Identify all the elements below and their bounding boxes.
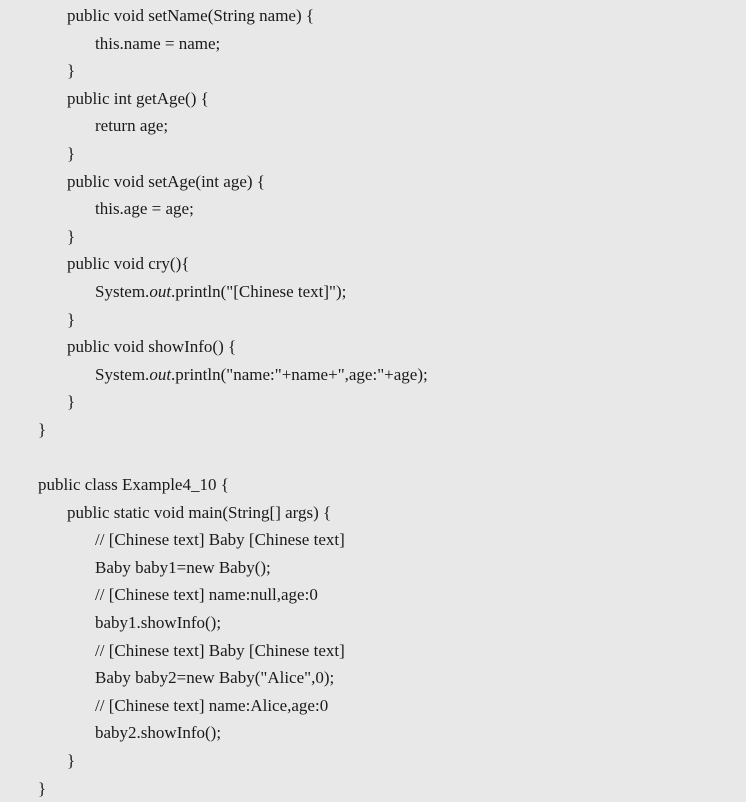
code-line [0, 416, 746, 444]
code-token: // [Chinese text] Baby [Chinese text] [95, 530, 345, 550]
code-token: public void setName(String name) { [67, 6, 315, 25]
code-line [0, 775, 746, 802]
code-token: } [38, 778, 47, 798]
code-token: public void setAge(int age) { [67, 171, 265, 191]
code-line [0, 195, 746, 223]
code-line [0, 85, 746, 113]
code-token-italic: out [149, 364, 172, 384]
code-token: .println("[Chinese text]"); [171, 281, 347, 301]
code-token-italic: out [149, 281, 172, 301]
code-line [0, 306, 746, 334]
blank-line [0, 444, 746, 472]
code-line [0, 692, 746, 720]
code-token: public void cry(){ [67, 254, 190, 274]
code-token: Baby baby1=new Baby(); [95, 557, 271, 577]
code-token: Baby baby2=new Baby("Alice",0); [95, 668, 335, 688]
code-token: } [67, 309, 76, 329]
code-token: public void showInfo() { [67, 337, 237, 357]
code-line [0, 637, 746, 665]
code-token: public class Example4_10 { [38, 475, 229, 495]
code-token: System. [95, 364, 150, 384]
code-token: baby2.showInfo(); [95, 723, 222, 743]
code-token: System. [95, 281, 150, 301]
code-token: // [Chinese text] name:null,age:0 [95, 585, 318, 605]
code-line [0, 719, 746, 747]
code-line [0, 333, 746, 361]
code-token: // [Chinese text] name:Alice,age:0 [95, 695, 329, 715]
code-token: return age; [95, 116, 169, 136]
code-token: this.age = age; [95, 199, 194, 219]
code-line [0, 499, 746, 527]
code-token: } [67, 226, 76, 246]
code-line [0, 609, 746, 637]
code-token: .println("name:"+name+",age:"+age); [171, 364, 428, 384]
code-line [0, 223, 746, 251]
code-line [0, 747, 746, 775]
code-line [0, 168, 746, 196]
code-line [0, 140, 746, 168]
code-line [0, 278, 746, 306]
code-line [0, 471, 746, 499]
code-token: } [67, 143, 76, 163]
code-line [0, 30, 746, 58]
code-token: // [Chinese text] Baby [Chinese text] [95, 640, 345, 660]
code-line [0, 554, 746, 582]
code-line [0, 664, 746, 692]
code-line [0, 526, 746, 554]
code-line [0, 2, 746, 30]
code-token: baby1.showInfo(); [95, 613, 222, 633]
code-token: } [67, 392, 76, 412]
code-token: this.name = name; [95, 33, 221, 53]
code-line [0, 361, 746, 389]
code-line [0, 57, 746, 85]
code-token: } [67, 751, 76, 771]
code-token: } [38, 419, 47, 439]
code-token: public static void main(String[] args) { [67, 502, 332, 522]
code-line [0, 388, 746, 416]
code-token: } [67, 61, 76, 81]
code-token: public int getAge() { [67, 88, 209, 108]
code-line [0, 581, 746, 609]
code-line [0, 250, 746, 278]
code-line [0, 112, 746, 140]
